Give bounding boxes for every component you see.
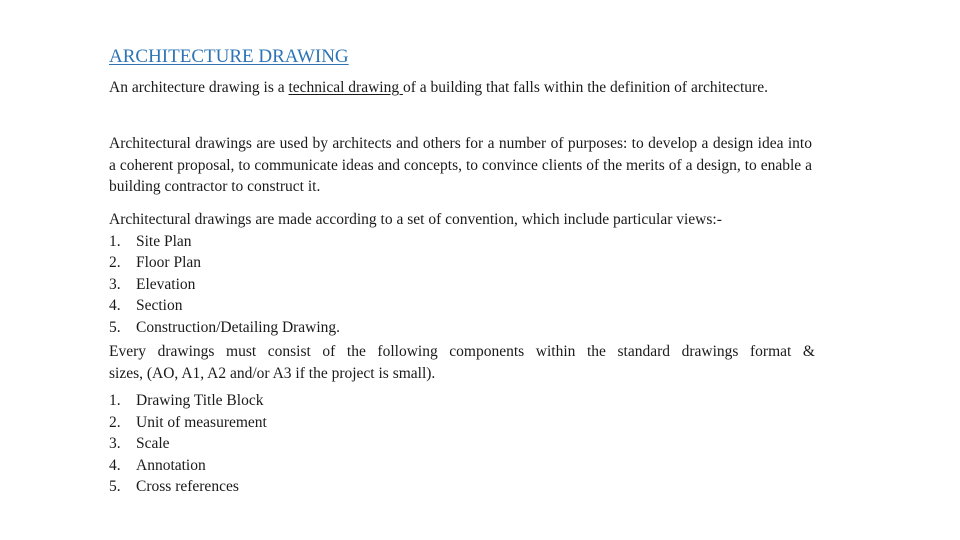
purposes-paragraph: Architectural drawings are used by architects and others for a number of purposes: to develop a design idea into a coherent proposal, to communicate ideas and concepts, to convince clients of the merits of a design, to enable a building contractor to construct it.	[109, 135, 812, 195]
components-intro-line-2: sizes, (AO, A1, A2 and/or A3 if the project is small).	[109, 364, 436, 382]
list-item	[109, 455, 824, 477]
technical-drawing-link[interactable]: technical drawing	[288, 79, 403, 96]
list-number: 3.	[109, 275, 121, 293]
list-number: 5.	[109, 478, 121, 495]
list-item	[109, 231, 824, 253]
definition-paragraph	[109, 77, 812, 99]
list-label: Scale	[136, 435, 170, 452]
list-number: 4.	[109, 456, 121, 474]
conventions-section	[109, 209, 824, 498]
definition-text-end: of a building that falls within the definition of architecture.	[402, 79, 768, 96]
components-list	[109, 390, 824, 498]
list-item	[109, 274, 824, 296]
components-intro-line-1: Every drawings must consist of the following components within the standard drawings format &	[109, 343, 815, 360]
list-number: 5.	[109, 318, 121, 336]
list-item	[109, 412, 824, 434]
list-label: Section	[136, 297, 183, 314]
definition-text-is-a: is a	[259, 79, 289, 96]
page-title: ARCHITECTURE DRAWING	[109, 46, 349, 67]
list-label: Elevation	[136, 275, 196, 293]
list-item	[109, 317, 824, 339]
list-label: Unit of measurement	[136, 413, 267, 431]
views-intro: Architectural drawings are made according to a set of convention, which include particular views:-	[109, 211, 722, 228]
list-label: Annotation	[136, 456, 206, 474]
views-list	[109, 231, 824, 339]
list-label: Construction/Detailing Drawing.	[136, 318, 341, 336]
list-item	[109, 390, 824, 412]
list-number: 1.	[109, 392, 121, 409]
list-label: Floor Plan	[136, 254, 202, 271]
list-item	[109, 433, 824, 455]
list-label: Drawing Title Block	[136, 392, 264, 409]
definition-text-start: An	[109, 79, 132, 96]
list-label: Site Plan	[136, 232, 192, 250]
list-item	[109, 476, 824, 498]
list-number: 2.	[109, 413, 121, 431]
list-number: 4.	[109, 297, 121, 314]
list-number: 2.	[109, 254, 121, 271]
list-number: 3.	[109, 435, 121, 452]
list-number: 1.	[109, 232, 121, 250]
list-label: Cross references	[136, 478, 239, 495]
list-item	[109, 295, 824, 317]
term-architecture-drawing: architecture drawing	[131, 79, 260, 96]
list-item	[109, 252, 824, 274]
